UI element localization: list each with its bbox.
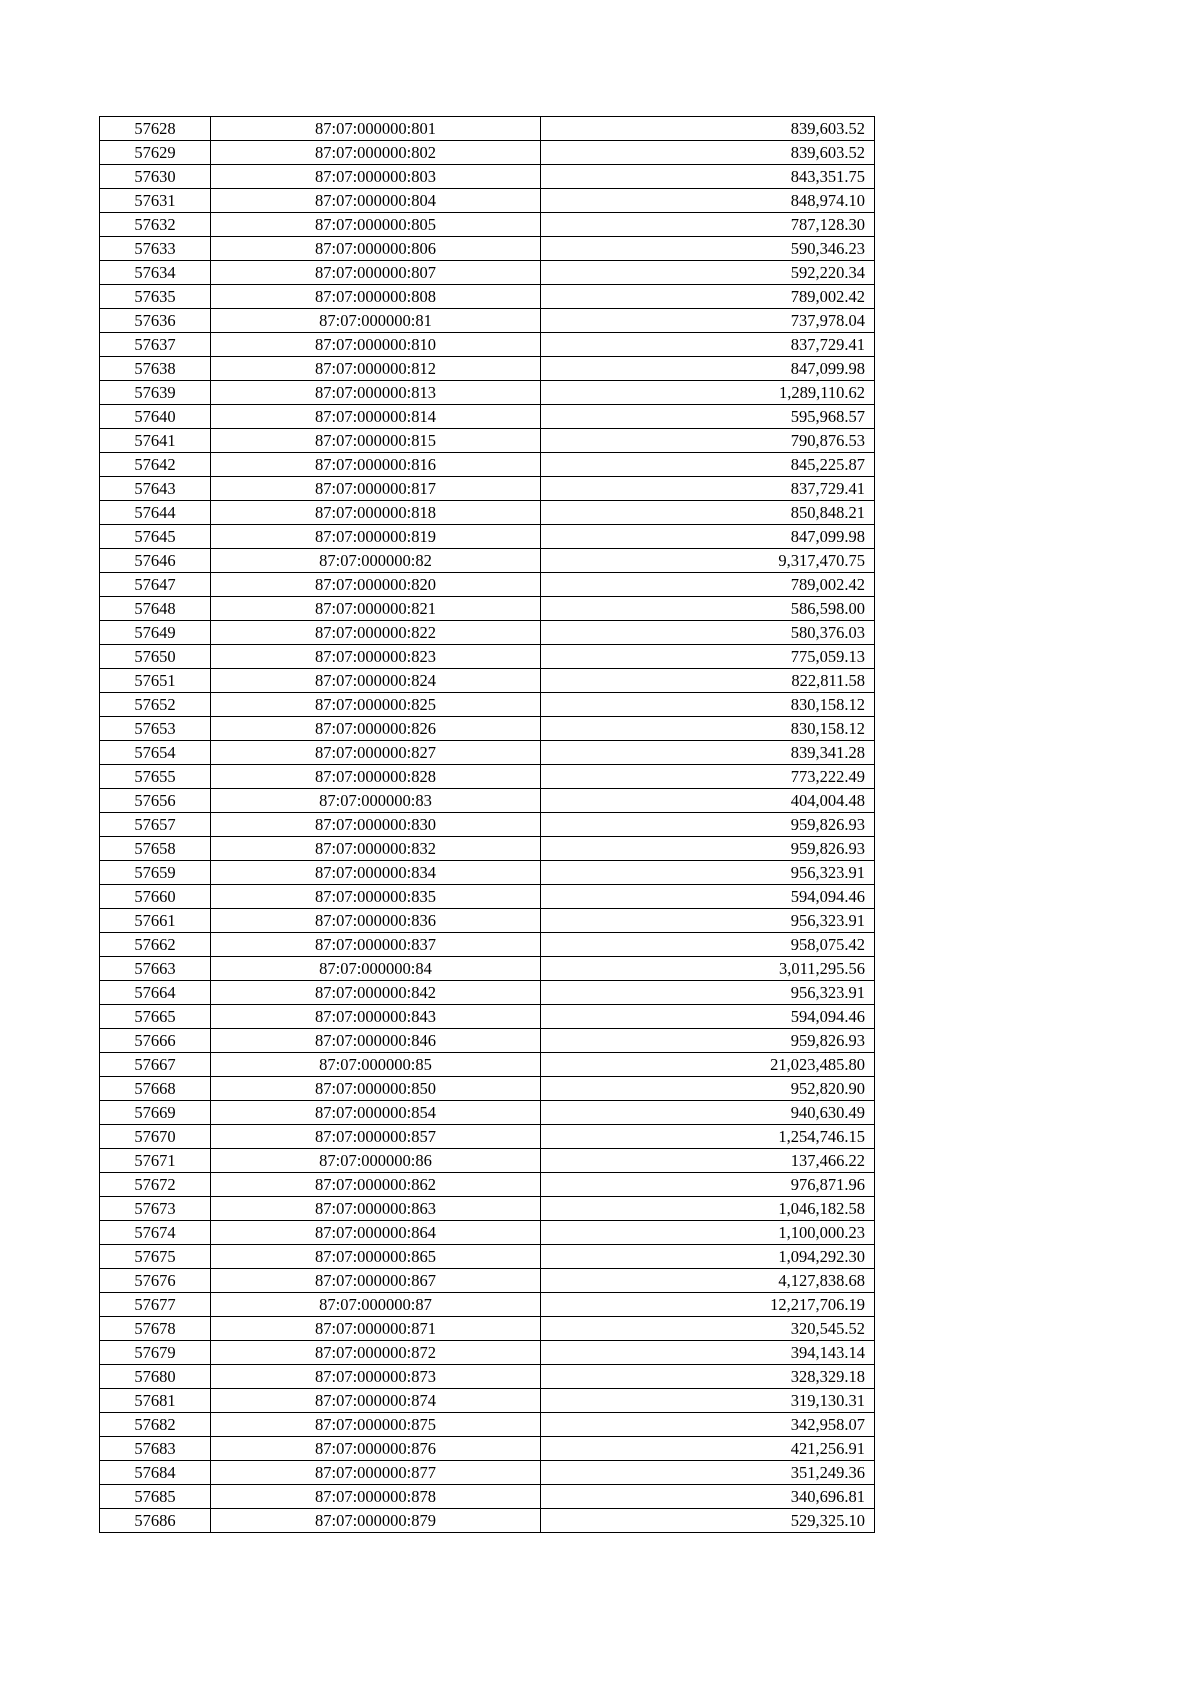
row-number-cell: 57641: [100, 429, 211, 453]
value-cell: 959,826.93: [541, 1029, 875, 1053]
row-number-cell: 57679: [100, 1341, 211, 1365]
row-number-cell: 57631: [100, 189, 211, 213]
cadastral-number-cell: 87:07:000000:828: [211, 765, 541, 789]
table-row: [100, 1197, 875, 1221]
row-number-cell: 57640: [100, 405, 211, 429]
value-cell: 839,341.28: [541, 741, 875, 765]
row-number-cell: 57665: [100, 1005, 211, 1029]
table-row: [100, 861, 875, 885]
table-body: [100, 117, 875, 1533]
row-number-cell: 57629: [100, 141, 211, 165]
cadastral-number-cell: 87:07:000000:837: [211, 933, 541, 957]
cadastral-number-cell: 87:07:000000:850: [211, 1077, 541, 1101]
row-number-cell: 57632: [100, 213, 211, 237]
row-number-cell: 57658: [100, 837, 211, 861]
row-number-cell: 57682: [100, 1413, 211, 1437]
table-row: [100, 1437, 875, 1461]
row-number-cell: 57661: [100, 909, 211, 933]
cadastral-number-cell: 87:07:000000:862: [211, 1173, 541, 1197]
row-number-cell: 57648: [100, 597, 211, 621]
value-cell: 839,603.52: [541, 117, 875, 141]
table-row: [100, 381, 875, 405]
cadastral-number-cell: 87:07:000000:857: [211, 1125, 541, 1149]
cadastral-number-cell: 87:07:000000:821: [211, 597, 541, 621]
table-row: [100, 1293, 875, 1317]
row-number-cell: 57647: [100, 573, 211, 597]
value-cell: 790,876.53: [541, 429, 875, 453]
row-number-cell: 57636: [100, 309, 211, 333]
cadastral-number-cell: 87:07:000000:825: [211, 693, 541, 717]
cadastral-number-cell: 87:07:000000:83: [211, 789, 541, 813]
value-cell: 137,466.22: [541, 1149, 875, 1173]
value-cell: 959,826.93: [541, 837, 875, 861]
value-cell: 789,002.42: [541, 285, 875, 309]
table-row: [100, 1221, 875, 1245]
cadastral-number-cell: 87:07:000000:802: [211, 141, 541, 165]
value-cell: 952,820.90: [541, 1077, 875, 1101]
row-number-cell: 57644: [100, 501, 211, 525]
cadastral-number-cell: 87:07:000000:826: [211, 717, 541, 741]
cadastral-number-cell: 87:07:000000:875: [211, 1413, 541, 1437]
cadastral-number-cell: 87:07:000000:832: [211, 837, 541, 861]
row-number-cell: 57671: [100, 1149, 211, 1173]
row-number-cell: 57686: [100, 1509, 211, 1533]
table-row: [100, 405, 875, 429]
row-number-cell: 57642: [100, 453, 211, 477]
row-number-cell: 57637: [100, 333, 211, 357]
cadastral-number-cell: 87:07:000000:830: [211, 813, 541, 837]
value-cell: 404,004.48: [541, 789, 875, 813]
row-number-cell: 57653: [100, 717, 211, 741]
row-number-cell: 57674: [100, 1221, 211, 1245]
table-row: [100, 1461, 875, 1485]
row-number-cell: 57662: [100, 933, 211, 957]
cadastral-number-cell: 87:07:000000:874: [211, 1389, 541, 1413]
row-number-cell: 57635: [100, 285, 211, 309]
cadastral-number-cell: 87:07:000000:834: [211, 861, 541, 885]
cadastral-number-cell: 87:07:000000:836: [211, 909, 541, 933]
value-cell: 822,811.58: [541, 669, 875, 693]
table-row: [100, 717, 875, 741]
row-number-cell: 57666: [100, 1029, 211, 1053]
cadastral-number-cell: 87:07:000000:808: [211, 285, 541, 309]
row-number-cell: 57664: [100, 981, 211, 1005]
row-number-cell: 57673: [100, 1197, 211, 1221]
value-cell: 850,848.21: [541, 501, 875, 525]
value-cell: 320,545.52: [541, 1317, 875, 1341]
row-number-cell: 57667: [100, 1053, 211, 1077]
value-cell: 394,143.14: [541, 1341, 875, 1365]
table-row: [100, 1269, 875, 1293]
value-cell: 328,329.18: [541, 1365, 875, 1389]
value-cell: 21,023,485.80: [541, 1053, 875, 1077]
cadastral-number-cell: 87:07:000000:803: [211, 165, 541, 189]
row-number-cell: 57683: [100, 1437, 211, 1461]
table-row: [100, 597, 875, 621]
value-cell: 1,046,182.58: [541, 1197, 875, 1221]
row-number-cell: 57633: [100, 237, 211, 261]
table-row: [100, 525, 875, 549]
table-row: [100, 1413, 875, 1437]
cadastral-number-cell: 87:07:000000:805: [211, 213, 541, 237]
value-cell: 845,225.87: [541, 453, 875, 477]
value-cell: 340,696.81: [541, 1485, 875, 1509]
value-cell: 940,630.49: [541, 1101, 875, 1125]
cadastral-number-cell: 87:07:000000:812: [211, 357, 541, 381]
value-cell: 775,059.13: [541, 645, 875, 669]
cadastral-number-cell: 87:07:000000:835: [211, 885, 541, 909]
row-number-cell: 57669: [100, 1101, 211, 1125]
value-cell: 592,220.34: [541, 261, 875, 285]
value-cell: 590,346.23: [541, 237, 875, 261]
row-number-cell: 57639: [100, 381, 211, 405]
cadastral-number-cell: 87:07:000000:871: [211, 1317, 541, 1341]
cadastral-number-cell: 87:07:000000:801: [211, 117, 541, 141]
value-cell: 351,249.36: [541, 1461, 875, 1485]
value-cell: 848,974.10: [541, 189, 875, 213]
cadastral-number-cell: 87:07:000000:854: [211, 1101, 541, 1125]
table-row: [100, 645, 875, 669]
cadastral-number-cell: 87:07:000000:843: [211, 1005, 541, 1029]
value-cell: 837,729.41: [541, 477, 875, 501]
value-cell: 830,158.12: [541, 693, 875, 717]
cadastral-number-cell: 87:07:000000:867: [211, 1269, 541, 1293]
cadastral-number-cell: 87:07:000000:822: [211, 621, 541, 645]
cadastral-number-cell: 87:07:000000:877: [211, 1461, 541, 1485]
cadastral-number-cell: 87:07:000000:813: [211, 381, 541, 405]
row-number-cell: 57634: [100, 261, 211, 285]
table-row: [100, 1389, 875, 1413]
cadastral-number-cell: 87:07:000000:81: [211, 309, 541, 333]
value-cell: 737,978.04: [541, 309, 875, 333]
table-row: [100, 1341, 875, 1365]
cadastral-number-cell: 87:07:000000:87: [211, 1293, 541, 1317]
table-row: [100, 1149, 875, 1173]
table-row: [100, 189, 875, 213]
row-number-cell: 57651: [100, 669, 211, 693]
row-number-cell: 57630: [100, 165, 211, 189]
table-row: [100, 837, 875, 861]
table-row: [100, 981, 875, 1005]
cadastral-number-cell: 87:07:000000:824: [211, 669, 541, 693]
cadastral-number-cell: 87:07:000000:84: [211, 957, 541, 981]
cadastral-number-cell: 87:07:000000:807: [211, 261, 541, 285]
row-number-cell: 57656: [100, 789, 211, 813]
value-cell: 586,598.00: [541, 597, 875, 621]
table-row: [100, 813, 875, 837]
row-number-cell: 57685: [100, 1485, 211, 1509]
cadastral-number-cell: 87:07:000000:817: [211, 477, 541, 501]
table-row: [100, 333, 875, 357]
table-row: [100, 165, 875, 189]
row-number-cell: 57678: [100, 1317, 211, 1341]
row-number-cell: 57668: [100, 1077, 211, 1101]
value-cell: 976,871.96: [541, 1173, 875, 1197]
row-number-cell: 57650: [100, 645, 211, 669]
cadastral-number-cell: 87:07:000000:814: [211, 405, 541, 429]
value-cell: 837,729.41: [541, 333, 875, 357]
table-row: [100, 501, 875, 525]
table-row: [100, 1365, 875, 1389]
cadastral-number-cell: 87:07:000000:804: [211, 189, 541, 213]
value-cell: 789,002.42: [541, 573, 875, 597]
value-cell: 3,011,295.56: [541, 957, 875, 981]
table-row: [100, 429, 875, 453]
table-row: [100, 477, 875, 501]
table-row: [100, 1101, 875, 1125]
cadastral-number-cell: 87:07:000000:865: [211, 1245, 541, 1269]
table-row: [100, 1485, 875, 1509]
value-cell: 1,289,110.62: [541, 381, 875, 405]
row-number-cell: 57663: [100, 957, 211, 981]
table-row: [100, 573, 875, 597]
cadastral-number-cell: 87:07:000000:878: [211, 1485, 541, 1509]
row-number-cell: 57680: [100, 1365, 211, 1389]
table-row: [100, 1125, 875, 1149]
table-row: [100, 1245, 875, 1269]
value-cell: 847,099.98: [541, 525, 875, 549]
table-row: [100, 1173, 875, 1197]
table-row: [100, 285, 875, 309]
row-number-cell: 57649: [100, 621, 211, 645]
value-cell: 594,094.46: [541, 1005, 875, 1029]
row-number-cell: 57660: [100, 885, 211, 909]
table-row: [100, 453, 875, 477]
value-cell: 847,099.98: [541, 357, 875, 381]
table-row: [100, 1053, 875, 1077]
table-row: [100, 1029, 875, 1053]
row-number-cell: 57676: [100, 1269, 211, 1293]
value-cell: 956,323.91: [541, 861, 875, 885]
table-row: [100, 909, 875, 933]
row-number-cell: 57654: [100, 741, 211, 765]
cadastral-number-cell: 87:07:000000:873: [211, 1365, 541, 1389]
table-row: [100, 621, 875, 645]
row-number-cell: 57646: [100, 549, 211, 573]
value-cell: 529,325.10: [541, 1509, 875, 1533]
cadastral-number-cell: 87:07:000000:879: [211, 1509, 541, 1533]
cadastral-number-cell: 87:07:000000:863: [211, 1197, 541, 1221]
cadastral-number-cell: 87:07:000000:815: [211, 429, 541, 453]
value-cell: 787,128.30: [541, 213, 875, 237]
table-row: [100, 789, 875, 813]
row-number-cell: 57643: [100, 477, 211, 501]
row-number-cell: 57645: [100, 525, 211, 549]
value-cell: 1,094,292.30: [541, 1245, 875, 1269]
table-row: [100, 1077, 875, 1101]
cadastral-number-cell: 87:07:000000:864: [211, 1221, 541, 1245]
row-number-cell: 57675: [100, 1245, 211, 1269]
cadastral-number-cell: 87:07:000000:816: [211, 453, 541, 477]
table-row: [100, 549, 875, 573]
value-cell: 594,094.46: [541, 885, 875, 909]
table-row: [100, 309, 875, 333]
cadastral-number-cell: 87:07:000000:818: [211, 501, 541, 525]
table-row: [100, 213, 875, 237]
table-row: [100, 261, 875, 285]
row-number-cell: 57657: [100, 813, 211, 837]
table-row: [100, 1005, 875, 1029]
value-cell: 959,826.93: [541, 813, 875, 837]
value-cell: 342,958.07: [541, 1413, 875, 1437]
value-cell: 956,323.91: [541, 981, 875, 1005]
table-row: [100, 693, 875, 717]
value-cell: 773,222.49: [541, 765, 875, 789]
row-number-cell: 57655: [100, 765, 211, 789]
value-cell: 4,127,838.68: [541, 1269, 875, 1293]
table-row: [100, 237, 875, 261]
value-cell: 12,217,706.19: [541, 1293, 875, 1317]
cadastral-number-cell: 87:07:000000:842: [211, 981, 541, 1005]
table-row: [100, 765, 875, 789]
table-row: [100, 885, 875, 909]
value-cell: 595,968.57: [541, 405, 875, 429]
cadastral-number-cell: 87:07:000000:819: [211, 525, 541, 549]
value-cell: 580,376.03: [541, 621, 875, 645]
cadastral-number-cell: 87:07:000000:85: [211, 1053, 541, 1077]
cadastral-number-cell: 87:07:000000:872: [211, 1341, 541, 1365]
cadastral-number-cell: 87:07:000000:846: [211, 1029, 541, 1053]
table-row: [100, 117, 875, 141]
cadastral-value-table: [99, 116, 875, 1533]
row-number-cell: 57652: [100, 693, 211, 717]
table-row: [100, 957, 875, 981]
row-number-cell: 57659: [100, 861, 211, 885]
table-row: [100, 669, 875, 693]
row-number-cell: 57684: [100, 1461, 211, 1485]
table-row: [100, 933, 875, 957]
value-cell: 830,158.12: [541, 717, 875, 741]
value-cell: 1,100,000.23: [541, 1221, 875, 1245]
row-number-cell: 57628: [100, 117, 211, 141]
row-number-cell: 57672: [100, 1173, 211, 1197]
row-number-cell: 57670: [100, 1125, 211, 1149]
cadastral-number-cell: 87:07:000000:82: [211, 549, 541, 573]
table-row: [100, 1317, 875, 1341]
value-cell: 956,323.91: [541, 909, 875, 933]
value-cell: 9,317,470.75: [541, 549, 875, 573]
value-cell: 1,254,746.15: [541, 1125, 875, 1149]
cadastral-number-cell: 87:07:000000:86: [211, 1149, 541, 1173]
row-number-cell: 57681: [100, 1389, 211, 1413]
value-cell: 421,256.91: [541, 1437, 875, 1461]
row-number-cell: 57638: [100, 357, 211, 381]
cadastral-number-cell: 87:07:000000:820: [211, 573, 541, 597]
table-row: [100, 1509, 875, 1533]
cadastral-number-cell: 87:07:000000:823: [211, 645, 541, 669]
table-row: [100, 741, 875, 765]
table-row: [100, 141, 875, 165]
row-number-cell: 57677: [100, 1293, 211, 1317]
cadastral-number-cell: 87:07:000000:806: [211, 237, 541, 261]
value-cell: 839,603.52: [541, 141, 875, 165]
value-cell: 843,351.75: [541, 165, 875, 189]
cadastral-number-cell: 87:07:000000:810: [211, 333, 541, 357]
table-row: [100, 357, 875, 381]
value-cell: 958,075.42: [541, 933, 875, 957]
cadastral-number-cell: 87:07:000000:827: [211, 741, 541, 765]
cadastral-number-cell: 87:07:000000:876: [211, 1437, 541, 1461]
value-cell: 319,130.31: [541, 1389, 875, 1413]
